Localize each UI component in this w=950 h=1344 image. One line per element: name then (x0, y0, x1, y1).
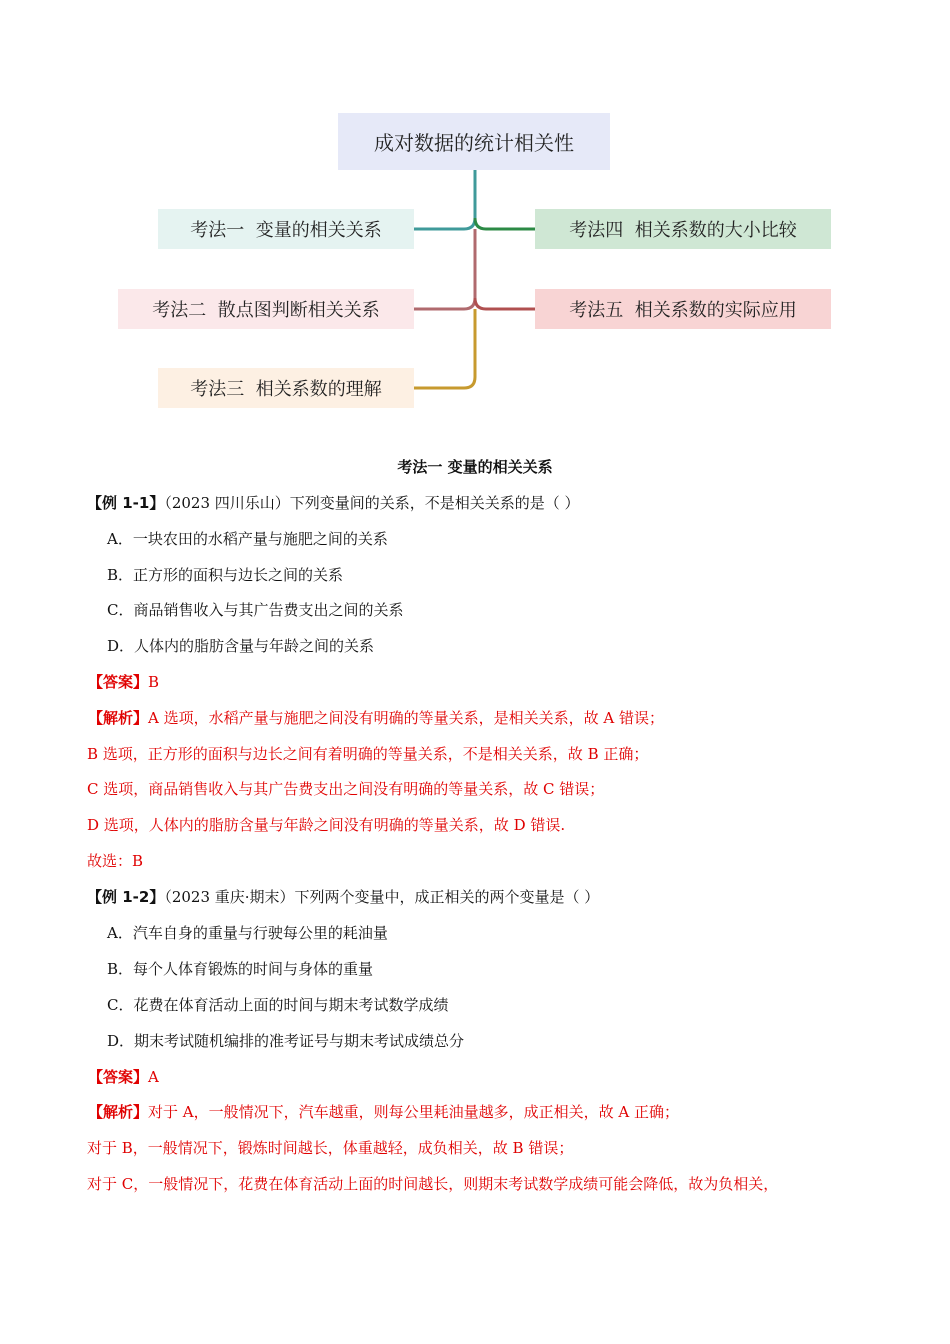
mindmap-node-1: 考法一 变量的相关关系 (158, 209, 414, 249)
example-1-option-b: B．正方形的面积与边长之间的关系 (107, 566, 344, 584)
example-2-answer (88, 1066, 159, 1088)
mindmap-node-5: 考法五 相关系数的实际应用 (535, 289, 831, 329)
connector-n1 (414, 170, 475, 229)
example-1-option-c: C．商品销售收入与其广告费支出之间的关系 (107, 601, 404, 619)
example-2-analysis-text-1: 对于 A，一般情况下，汽车越重，则每公里耗油量越多，成正相关，故 A 正确； (148, 1103, 679, 1121)
example-2-stem: （2023 重庆·期末）下列两个变量中，成正相关的两个变量是（ ） (164, 888, 600, 906)
example-1-stem: （2023 四川乐山）下列变量间的关系，不是相关关系的是（ ） (164, 494, 580, 512)
example-1-answer-value: B (148, 673, 160, 691)
connector-n3 (414, 309, 475, 388)
example-2-analysis-line-2: 对于 B，一般情况下，锻炼时间越长，体重越轻，成负相关，故 B 错误； (87, 1139, 574, 1157)
example-2-analysis-line-1 (88, 1101, 679, 1123)
example-2-option-c: C．花费在体育活动上面的时间与期末考试数学成绩 (107, 996, 449, 1014)
connector-n4 (475, 218, 535, 229)
example-1-tag: 【例 1-1】 (87, 494, 165, 512)
mindmap-node-3: 考法三 相关系数的理解 (158, 368, 414, 408)
example-1-answer (88, 671, 159, 693)
example-2-analysis-tag: 【解析】 (88, 1103, 149, 1121)
mindmap-root: 成对数据的统计相关性 (338, 113, 610, 170)
mindmap-node-2: 考法二 散点图判断相关关系 (118, 289, 414, 329)
example-2-option-a: A．汽车自身的重量与行驶每公里的耗油量 (107, 924, 388, 942)
example-1-analysis-line-3: C 选项，商品销售收入与其广告费支出之间没有明确的等量关系，故 C 错误； (87, 780, 605, 798)
mindmap-node-4: 考法四 相关系数的大小比较 (535, 209, 831, 249)
example-2-option-d: D．期末考试随机编排的准考证号与期末考试成绩总分 (107, 1032, 465, 1050)
example-1-analysis-line-2: B 选项，正方形的面积与边长之间有着明确的等量关系，不是相关关系，故 B 正确； (87, 745, 649, 763)
example-2-answer-tag: 【答案】 (88, 1068, 149, 1086)
example-1-answer-tag: 【答案】 (88, 673, 149, 691)
example-1-analysis-line-1 (88, 707, 664, 729)
example-2-tag: 【例 1-2】 (87, 888, 165, 906)
example-1-analysis-tag: 【解析】 (88, 709, 149, 727)
example-2-answer-value: A (148, 1068, 159, 1086)
example-1-analysis-line-4: D 选项，人体内的脂肪含量与年龄之间没有明确的等量关系，故 D 错误. (87, 816, 566, 834)
example-1-conclusion: 故选：B (87, 852, 144, 870)
connector-n5 (475, 298, 535, 309)
section-title: 考法一 变量的相关关系 (397, 458, 553, 476)
example-2-option-b: B．每个人体育锻炼的时间与身体的重量 (107, 960, 374, 978)
example-2-analysis-line-3: 对于 C，一般情况下，花费在体育活动上面的时间越长，则期末考试数学成绩可能会降低，故为负相关， (87, 1175, 779, 1193)
example-1-analysis-text-1: A 选项，水稻产量与施肥之间没有明确的等量关系，是相关关系，故 A 错误； (148, 709, 664, 727)
connector-n2 (414, 229, 475, 309)
example-1-option-a: A．一块农田的水稻产量与施肥之间的关系 (107, 530, 388, 548)
example-2-stem-line (87, 886, 599, 908)
example-1-stem-line (87, 492, 580, 514)
example-1-option-d: D．人体内的脂肪含量与年龄之间的关系 (107, 637, 375, 655)
